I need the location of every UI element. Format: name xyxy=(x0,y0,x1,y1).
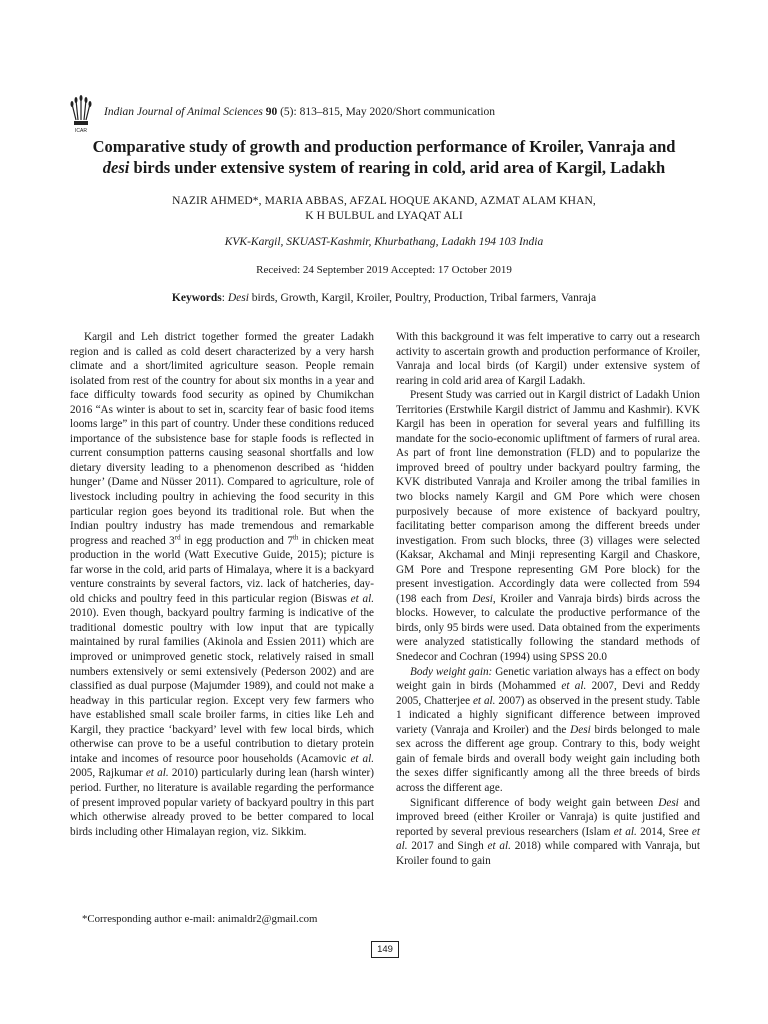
logo-text: ICAR xyxy=(75,128,87,134)
paragraph: With this background it was felt imperative to carry out a research activity to ascertain growth and production performance of Kroiler, Vanraja and local birds (of Kargil) under extensive system of rearing in cold arid area of Kargil Ladakh. xyxy=(396,331,700,387)
keywords: Keywords: Desi birds, Growth, Kargil, Kroiler, Poultry, Production, Tribal farmers, Vanraja xyxy=(171,292,597,304)
page-number: 149 xyxy=(371,941,399,958)
paragraph: Body weight gain: Genetic variation always has a effect on body weight gain in birds (Mohammed et al. 2007, Devi and Reddy 2005, Chatterjee et al. 2007) as observed in the present study. Table 1 indicated a highly significant difference between improved variety (Vanraja and Kroiler) and the Desi birds belonged to male sex across the different age group. Contrary to this, body weight gain of female birds and overall body weight gain including both the sexes differ significantly among all the three breeds of birds across the different age. xyxy=(396,665,701,794)
journal-name: Indian Journal of Animal Sciences xyxy=(104,106,263,118)
author-list: NAZIR AHMED*, MARIA ABBAS, AFZAL HOQUE AKAND, AZMAT ALAM KHAN, K H BULBUL and LYAQAT ALI xyxy=(172,195,596,222)
paragraph: Kargil and Leh district together formed the greater Ladakh region and is called as cold desert characterized by a very harsh climate and a short/limited agriculture season. People remain isolated from rest of the country for about six months in a year and face difficulty towards food security as opined by Chumikchan 2016 “As winter is about to set in, scarcity fear of basic food items looms large” in this part of country. Under these conditions reduced importance of the subsistence base for staple foods is reflected in current consumption patterns causing seasonal shortfalls and low dietary diversity leading to a phenomenon described as ‘hidden hunger’ (Dame and Nüsser 2011). Compared to agriculture, role of livestock including poultry in achieving the food security in this particular region goes beyond its traditional role. But when the Indian poultry industry has made tremendous and remarkable progress and reached 3rd in egg production and 7th in chicken meat production in the world (Watt Executive Guide, 2015); picture is far worse in the cold, arid parts of Himalaya, where it is a backyard venture constraints by several factors, viz. lack of hatcheries, day-old chicks and poultry feed in this particular region (Biswas et al. 2010). Even though, backyard poultry farming is indicative of the traditional domestic poultry with low input that are typically maintained by rural families (Akinola and Essien 2011) which are improved or unimproved genetic stock, relatively raised in small numbers extensively or semi extensively (Pederson 2002) and are classified as dual purpose (Majumder 1989), and could not make a headway in this particular region. Except very few farmers who have established small scale broiler farms, in cities like Leh and Kargil, they practice ‘backyard’ level with few local birds, which otherwise can prove to be a useful contribution to dietary protein intake and incomes of resource poor households (Acamovic et al. 2005, Rajkumar et al. 2010) particularly during lean (harsh winter) period. Further, no literature is available regarding the performance of present improved popular variety of backyard poultry in this part which otherwise already proved to be better compared to local birds including other Himalayan region, viz. Sikkim. xyxy=(70,331,374,838)
paragraph: Present Study was carried out in Kargil district of Ladakh Union Territories (Erstwhile Kargil district of Jammu and Kashmir). KVK Kargil has been in operation for several years and fulfilling its mandate for the socio-economic upliftment of farmers of rural area. As part of front line demonstration (FLD) and to popularize the improved breed of poultry under backyard poultry farming, the KVK distributed Vanraja and Kroiler among the tribal families in two blocks namely Kargil and GM Pore which were chosen purposively because of more existence of backyard poultry, facilitating better comparison among the different breeds under investigation. From such blocks, three (3) villages were selected (Kaksar, Akchamal and Minji representing Kargil and Chaskore, GM Pore and Trespone representing GM Pore block) for the present investigation. Accordingly data were collected from 594 (198 each from Desi, Kroiler and Vanraja birds) birds across the blocks. However, to calculate the productive performance of the birds, only 95 birds were used. Data obtained from the experiments were analyzed statistically following the standard methods of Snedecor and Cochran (1994) using SPSS 20.0 xyxy=(396,389,700,664)
journal-issue-pages: (5): 813–815, May 2020/Short communication xyxy=(280,106,496,118)
paragraph: Significant difference of body weight gain between Desi and improved breed (either Kroiler or Vanraja) is quite justified and reported by several previous researchers (Islam et al. 2014, Sree et al. 2017 and Singh et al. 2018) while compared with Vanraja, but Kroiler found to gain xyxy=(396,796,701,867)
corresponding-author-footnote: *Corresponding author e-mail: animaldr2@gmail.com xyxy=(82,913,318,925)
journal-header xyxy=(104,106,495,118)
body-column-right xyxy=(396,330,700,868)
article-title: Comparative study of growth and production performance of Kroiler, Vanraja and desi birds under extensive system of rearing in cold, arid area of Kargil, Ladakh xyxy=(92,137,676,177)
received-accepted-dates: Received: 24 September 2019 Accepted: 17 October 2019 xyxy=(256,264,512,276)
journal-logo-icon xyxy=(68,94,94,134)
affiliation: KVK-Kargil, SKUAST-Kashmir, Khurbathang, Ladakh 194 103 India xyxy=(224,236,544,248)
body-column-left xyxy=(70,330,374,839)
journal-volume: 90 xyxy=(265,106,278,118)
